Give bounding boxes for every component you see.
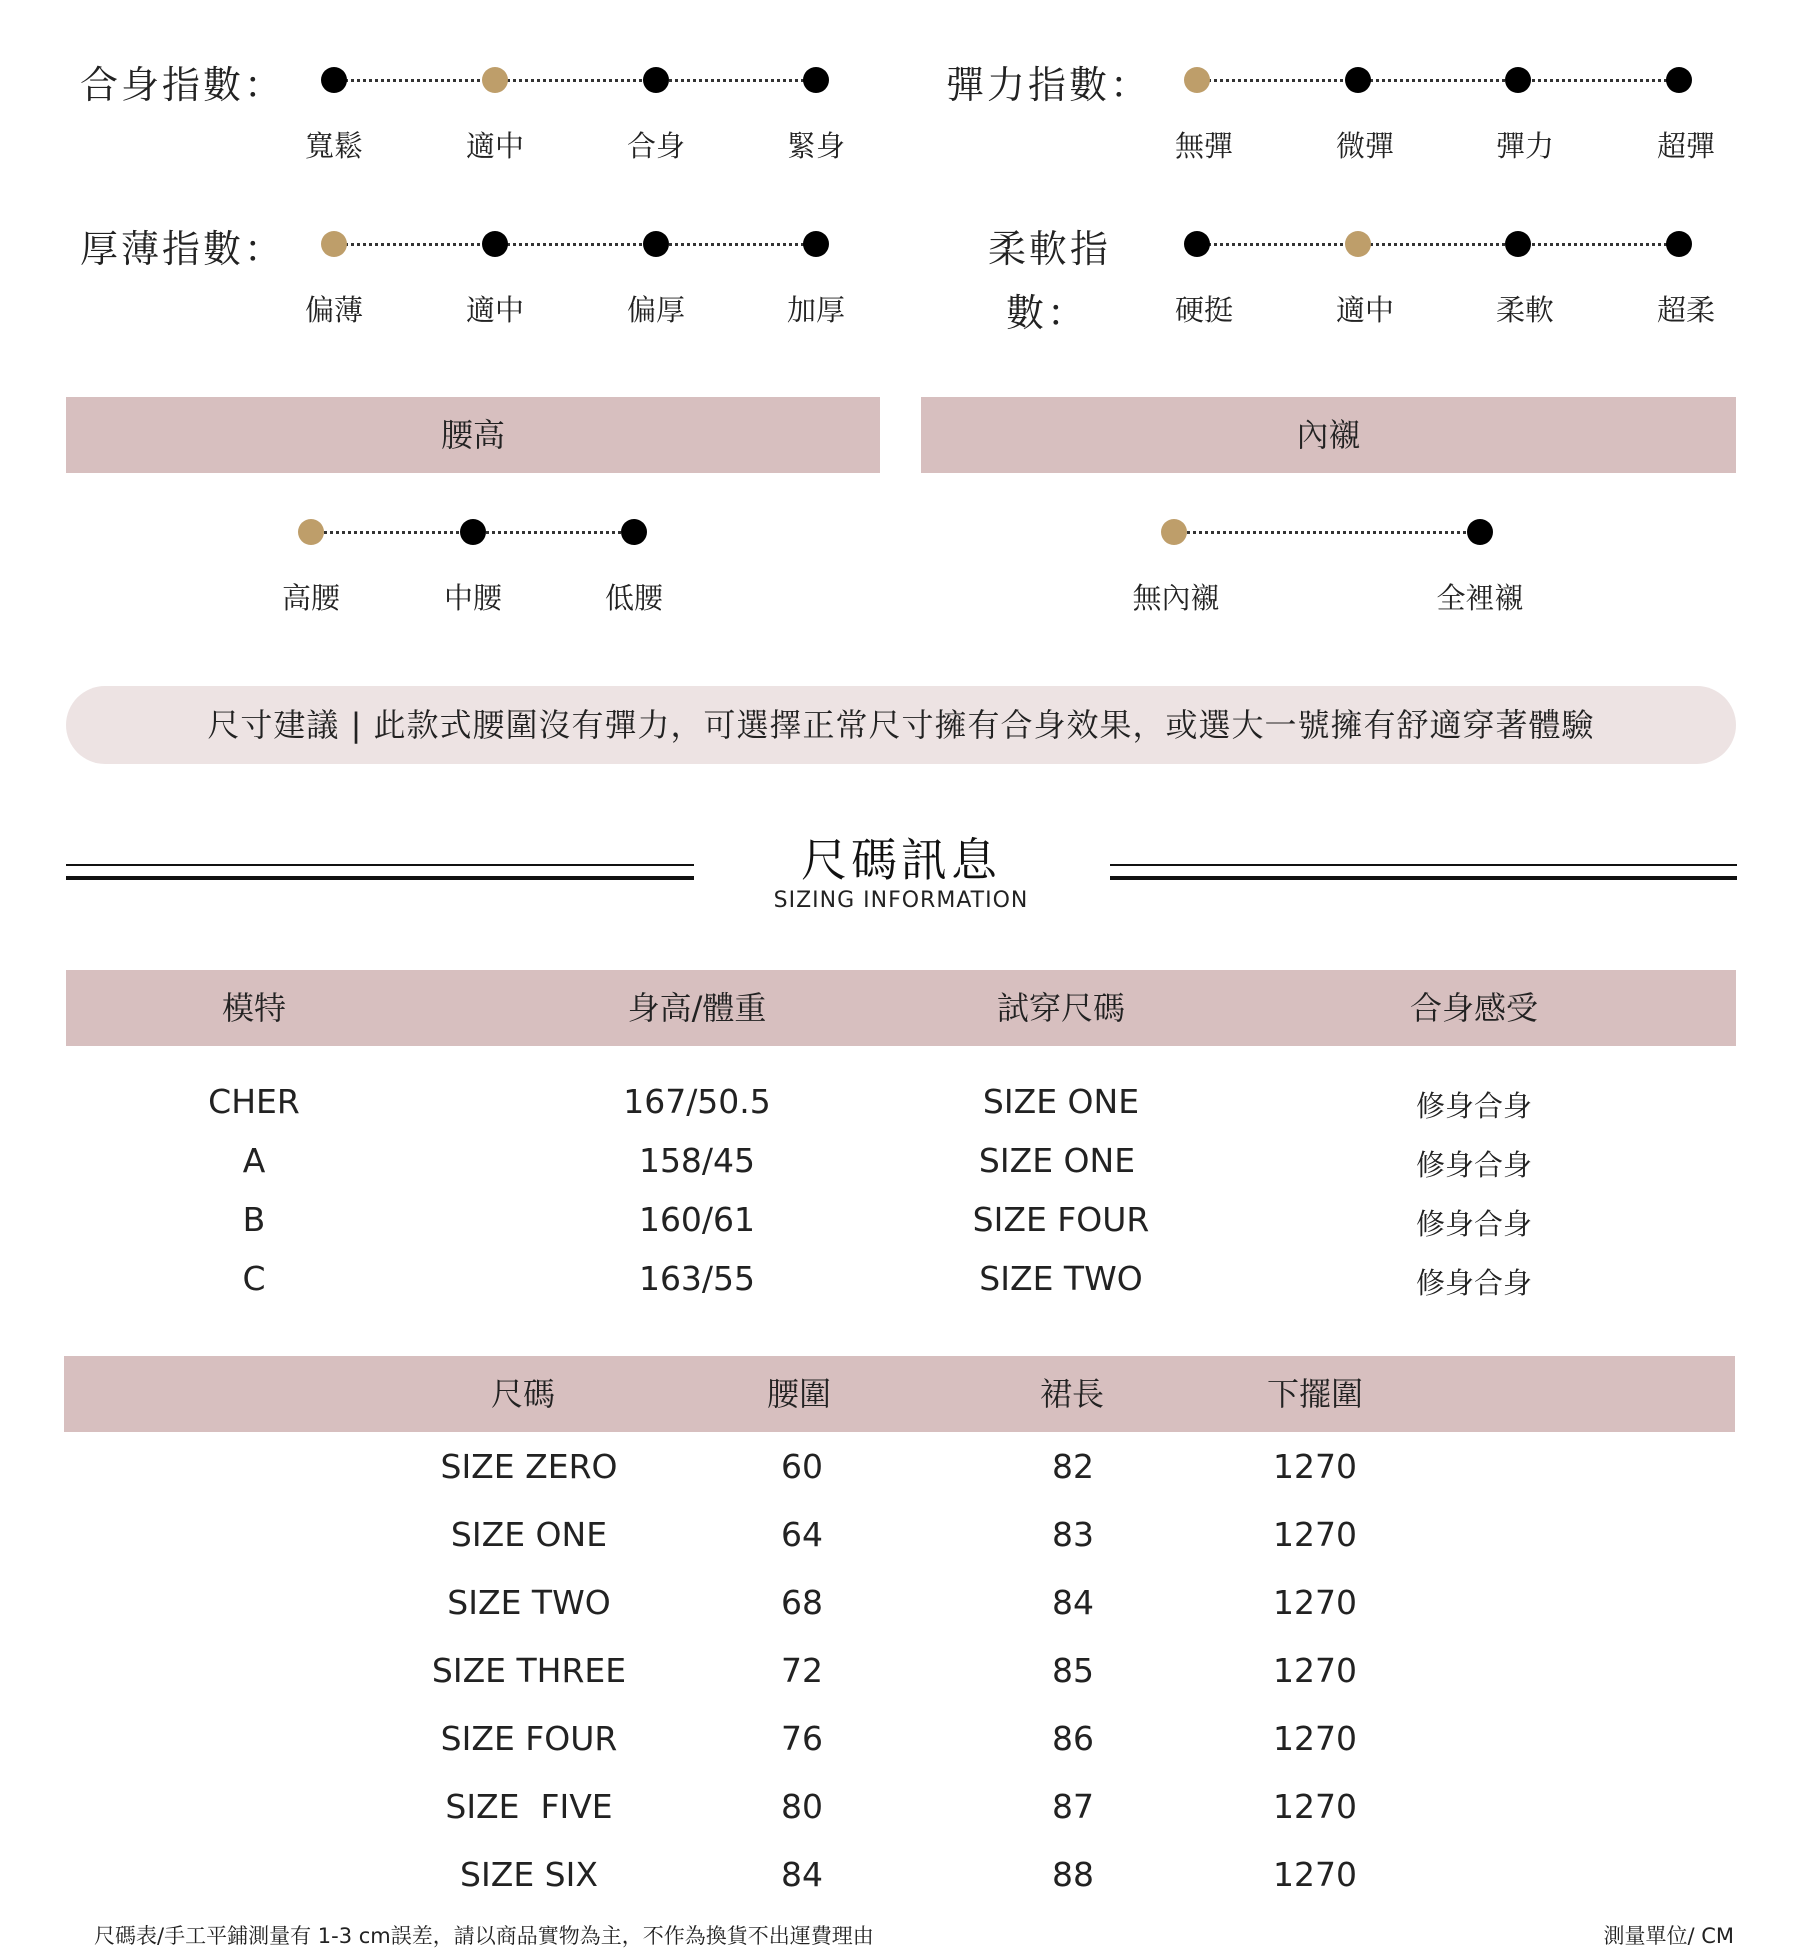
model-height-weight: 167/50.5 [623, 1082, 771, 1121]
softness-dot-1[interactable] [1345, 231, 1371, 257]
size-header-waist: 腰圍 [766, 1375, 832, 1413]
size-name: SIZE ZERO [440, 1447, 618, 1486]
size-hem: 1270 [1273, 1855, 1357, 1894]
waist-header-bar [66, 397, 880, 473]
lining-option-1: 全裡襯 [1436, 581, 1524, 615]
heading-line-left [66, 864, 694, 880]
size-hem: 1270 [1273, 1719, 1357, 1758]
size-header-skirt-length: 裙長 [1039, 1375, 1105, 1413]
waist-title: 腰高 [440, 416, 505, 454]
size-skirt-length: 82 [1052, 1447, 1094, 1486]
model-height-weight: 160/61 [638, 1200, 756, 1239]
waist-option-2: 低腰 [604, 581, 664, 615]
fit-option-0: 寬鬆 [304, 129, 364, 163]
measurement-disclaimer: 尺碼表/手工平鋪測量有 1-3 cm誤差，請以商品實物為主，不作為換貨不出運費理由 [94, 1924, 874, 1948]
model-header-model: 模特 [221, 989, 287, 1027]
softness-option-0: 硬挺 [1174, 293, 1234, 327]
elasticity-option-3: 超彈 [1656, 129, 1716, 163]
fit-option-1: 適中 [465, 129, 525, 163]
measurement-unit: 測量單位/ CM [1603, 1924, 1734, 1948]
model-fit-feel: 修身合身 [1415, 1148, 1533, 1182]
model-tried-size: SIZE ONE [982, 1082, 1140, 1121]
thickness-option-1: 適中 [465, 293, 525, 327]
elasticity-option-0: 無彈 [1174, 129, 1234, 163]
lining-option-0: 無內襯 [1132, 581, 1220, 615]
size-hem: 1270 [1273, 1447, 1357, 1486]
elasticity-option-2: 彈力 [1495, 129, 1555, 163]
thickness-option-2: 偏厚 [626, 293, 686, 327]
size-waist: 76 [781, 1719, 823, 1758]
softness-index-label-line1: 柔軟指 [988, 227, 1112, 271]
size-skirt-length: 85 [1052, 1651, 1094, 1690]
elasticity-dot-0[interactable] [1184, 67, 1210, 93]
size-header-hem: 下擺圍 [1266, 1375, 1364, 1413]
softness-dot-2[interactable] [1505, 231, 1531, 257]
size-suggestion-text: 尺寸建議 | 此款式腰圍沒有彈力，可選擇正常尺寸擁有合身效果，或選大一號擁有舒適穿著體驗 [207, 706, 1595, 744]
size-table-header [64, 1356, 1735, 1432]
softness-index-scale [0, 224, 1800, 264]
waist-option-1: 中腰 [443, 581, 503, 615]
size-skirt-length: 86 [1052, 1719, 1094, 1758]
fit-option-3: 緊身 [786, 129, 846, 163]
model-name: CHER [208, 1082, 300, 1121]
size-waist: 60 [781, 1447, 823, 1486]
size-waist: 68 [781, 1583, 823, 1622]
model-tried-size: SIZE TWO [979, 1259, 1143, 1298]
model-tried-size: SIZE FOUR [972, 1200, 1150, 1239]
lining-header-bar [921, 397, 1736, 473]
size-name: SIZE FOUR [440, 1719, 618, 1758]
size-skirt-length: 84 [1052, 1583, 1094, 1622]
size-header-size: 尺碼 [490, 1375, 556, 1413]
size-name: SIZE FIVE [445, 1787, 613, 1826]
lining-scale [0, 512, 1800, 552]
elasticity-index-scale [0, 60, 1800, 100]
softness-dot-0[interactable] [1184, 231, 1210, 257]
size-waist: 80 [781, 1787, 823, 1826]
size-hem: 1270 [1273, 1651, 1357, 1690]
lining-title: 內襯 [1296, 416, 1361, 454]
elasticity-option-1: 微彈 [1335, 129, 1395, 163]
model-header-fit-feel: 合身感受 [1409, 989, 1539, 1027]
lining-dot-1[interactable] [1467, 519, 1493, 545]
model-header-tried-size: 試穿尺碼 [996, 989, 1126, 1027]
model-header-height-weight: 身高/體重 [627, 989, 767, 1027]
softness-index-label-line2: 數： [1006, 291, 1089, 335]
section-subtitle: SIZING INFORMATION [773, 888, 1029, 913]
model-height-weight: 158/45 [638, 1141, 756, 1180]
softness-option-3: 超柔 [1656, 293, 1716, 327]
size-hem: 1270 [1273, 1515, 1357, 1554]
model-name: B [242, 1200, 266, 1239]
thickness-option-3: 加厚 [786, 293, 846, 327]
model-tried-size: SIZE ONE [978, 1141, 1136, 1180]
size-skirt-length: 88 [1052, 1855, 1094, 1894]
size-suggestion-note [66, 686, 1736, 764]
elasticity-dot-2[interactable] [1505, 67, 1531, 93]
model-fit-feel: 修身合身 [1415, 1089, 1533, 1123]
heading-line-right [1110, 864, 1737, 880]
softness-option-2: 柔軟 [1495, 293, 1555, 327]
softness-dot-3[interactable] [1666, 231, 1692, 257]
fit-option-2: 合身 [626, 129, 686, 163]
size-waist: 64 [781, 1515, 823, 1554]
model-name: C [242, 1259, 266, 1298]
size-waist: 84 [781, 1855, 823, 1894]
model-fit-feel: 修身合身 [1415, 1266, 1533, 1300]
elasticity-dot-3[interactable] [1666, 67, 1692, 93]
softness-option-1: 適中 [1335, 293, 1395, 327]
model-fit-feel: 修身合身 [1415, 1207, 1533, 1241]
thickness-option-0: 偏薄 [304, 293, 364, 327]
size-skirt-length: 87 [1052, 1787, 1094, 1826]
elasticity-index-label: 彈力指數： [946, 63, 1152, 107]
size-skirt-length: 83 [1052, 1515, 1094, 1554]
thickness-index-label: 厚薄指數： [80, 227, 286, 271]
size-name: SIZE THREE [431, 1651, 627, 1690]
size-name: SIZE ONE [450, 1515, 608, 1554]
model-name: A [242, 1141, 266, 1180]
model-height-weight: 163/55 [638, 1259, 756, 1298]
elasticity-dot-1[interactable] [1345, 67, 1371, 93]
waist-option-0: 高腰 [281, 581, 341, 615]
size-name: SIZE TWO [447, 1583, 611, 1622]
model-table-header [66, 970, 1736, 1046]
size-waist: 72 [781, 1651, 823, 1690]
size-hem: 1270 [1273, 1583, 1357, 1622]
lining-dot-0[interactable] [1161, 519, 1187, 545]
size-name: SIZE SIX [460, 1855, 598, 1894]
size-hem: 1270 [1273, 1787, 1357, 1826]
section-title: 尺碼訊息 [801, 833, 1001, 887]
fit-index-label: 合身指數： [80, 63, 286, 107]
